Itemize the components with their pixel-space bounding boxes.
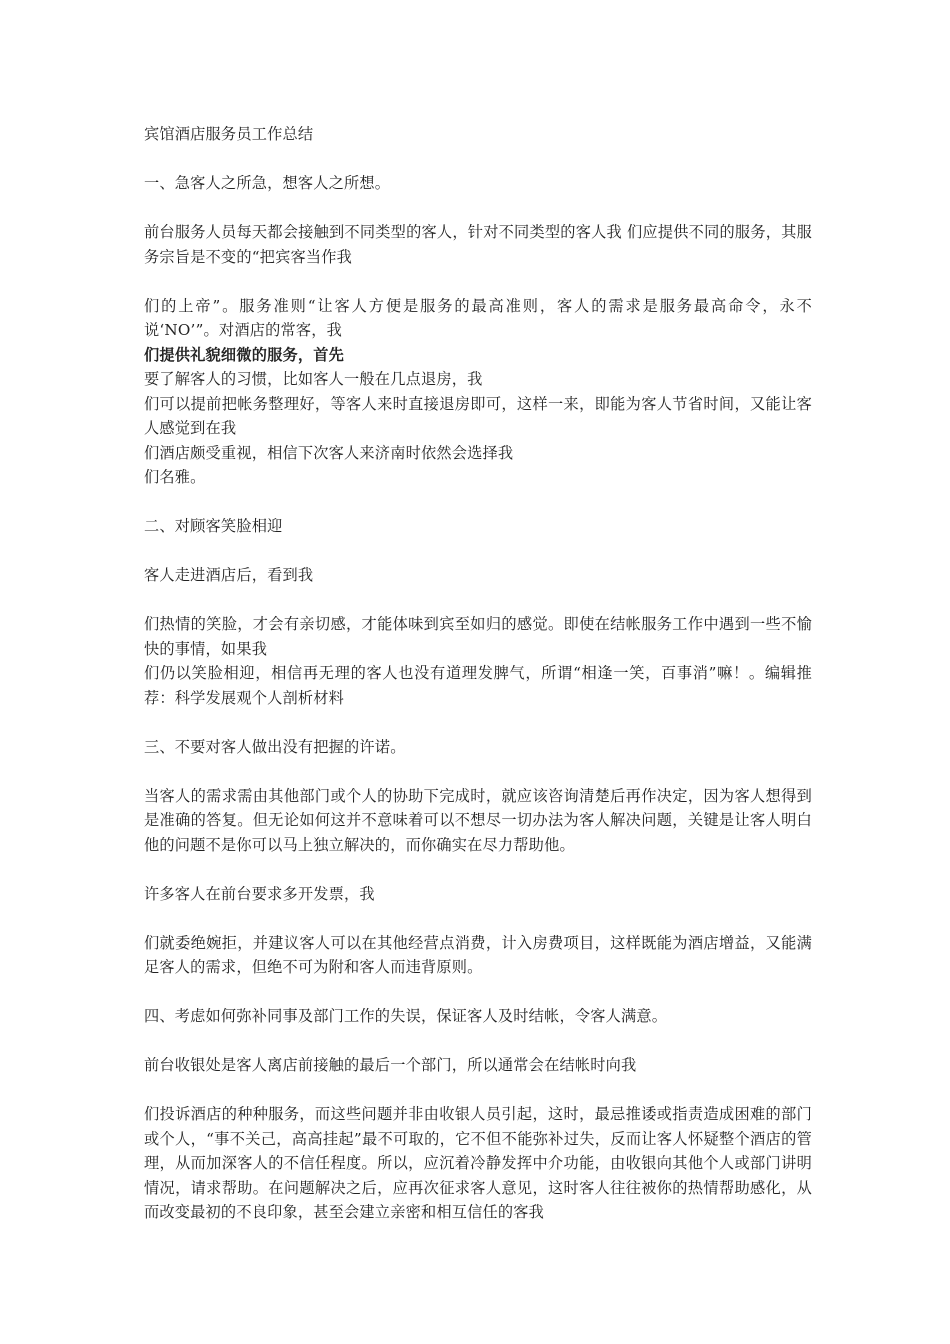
document-body: [144, 122, 812, 1225]
section-1-paragraph: 要了解客人的习惯，比如客人一般在几点退房，我: [144, 370, 483, 388]
section-1-heading: 一、急客人之所急，想客人之所想。: [144, 174, 391, 192]
section-2-paragraph: 们仍以笑脸相迎，相信再无理的客人也没有道理发脾气，所谓“相逢一笑，百事消”嘛！。编辑推荐：科学发展观个人剖析材料: [144, 664, 812, 707]
section-2-heading: 二、对顾客笑脸相迎: [144, 517, 283, 535]
section-2-paragraph: 们热情的笑脸，才会有亲切感，才能体味到宾至如归的感觉。即使在结帐服务工作中遇到一些不愉快的事情，如果我: [144, 615, 812, 658]
section-3-paragraph: 们就委绝婉拒，并建议客人可以在其他经营点消费，计入房费项目，这样既能为酒店增益，又能满足客人的需求，但绝不可为附和客人而违背原则。: [144, 933, 812, 976]
section-1-paragraph: 们提供礼貌细微的服务，首先: [144, 345, 345, 364]
section-1-paragraph: 前台服务人员每天都会接触到不同类型的客人，针对不同类型的客人我 们应提供不同的服务，其服务宗旨是不变的“把宾客当作我: [144, 223, 812, 266]
section-2-paragraph: 客人走进酒店后，看到我: [144, 566, 314, 584]
section-4-paragraph: 前台收银处是客人离店前接触的最后一个部门，所以通常会在结帐时向我: [144, 1056, 637, 1074]
section-1-paragraph: 们可以提前把帐务整理好，等客人来时直接退房即可，这样一来，即能为客人节省时间，又能让客人感觉到在我: [144, 394, 812, 437]
section-4-heading: 四、考虑如何弥补同事及部门工作的失误，保证客人及时结帐，令客人满意。: [144, 1007, 668, 1025]
section-4-paragraph: 们投诉酒店的种种服务，而这些问题并非由收银人员引起，这时，最忌推诿或指责造成困难的部门或个人，“事不关己，高高挂起”最不可取的，它不但不能弥补过失，反而让客人怀疑整个酒店的管理，从而加深客人的不信任程度。所以，应沉着冷静发挥中介功能，由收银向其他个人或部门讲明情况，请求帮助。在问题解决之后，应再次征求客人意见，这时客人往往被你的热情帮助感化，从而改变最初的不良印象，甚至会建立亲密和相互信任的客我: [144, 1105, 812, 1221]
section-3-paragraph: 许多客人在前台要求多开发票，我: [144, 884, 375, 903]
section-1-paragraph: 们名雅。: [144, 468, 206, 486]
section-1-paragraph: 们的上帝”。服务准则“让客人方便是服务的最高准则，客人的需求是服务最高命令，永不说‘NO’”。对酒店的常客，我: [144, 296, 812, 339]
section-3-paragraph: 当客人的需求需由其他部门或个人的协助下完成时，就应该咨询清楚后再作决定，因为客人想得到是准确的答复。但无论如何这并不意味着可以不想尽一切办法为客人解决问题，关键是让客人明白他的问题不是你可以马上独立解决的，而你确实在尽力帮助他。: [144, 786, 812, 854]
section-1-paragraph: 们酒店颇受重视，相信下次客人来济南时依然会选择我: [144, 443, 514, 462]
section-3-heading: 三、不要对客人做出没有把握的许诺。: [144, 737, 406, 756]
document-title: 宾馆酒店服务员工作总结: [144, 125, 314, 143]
